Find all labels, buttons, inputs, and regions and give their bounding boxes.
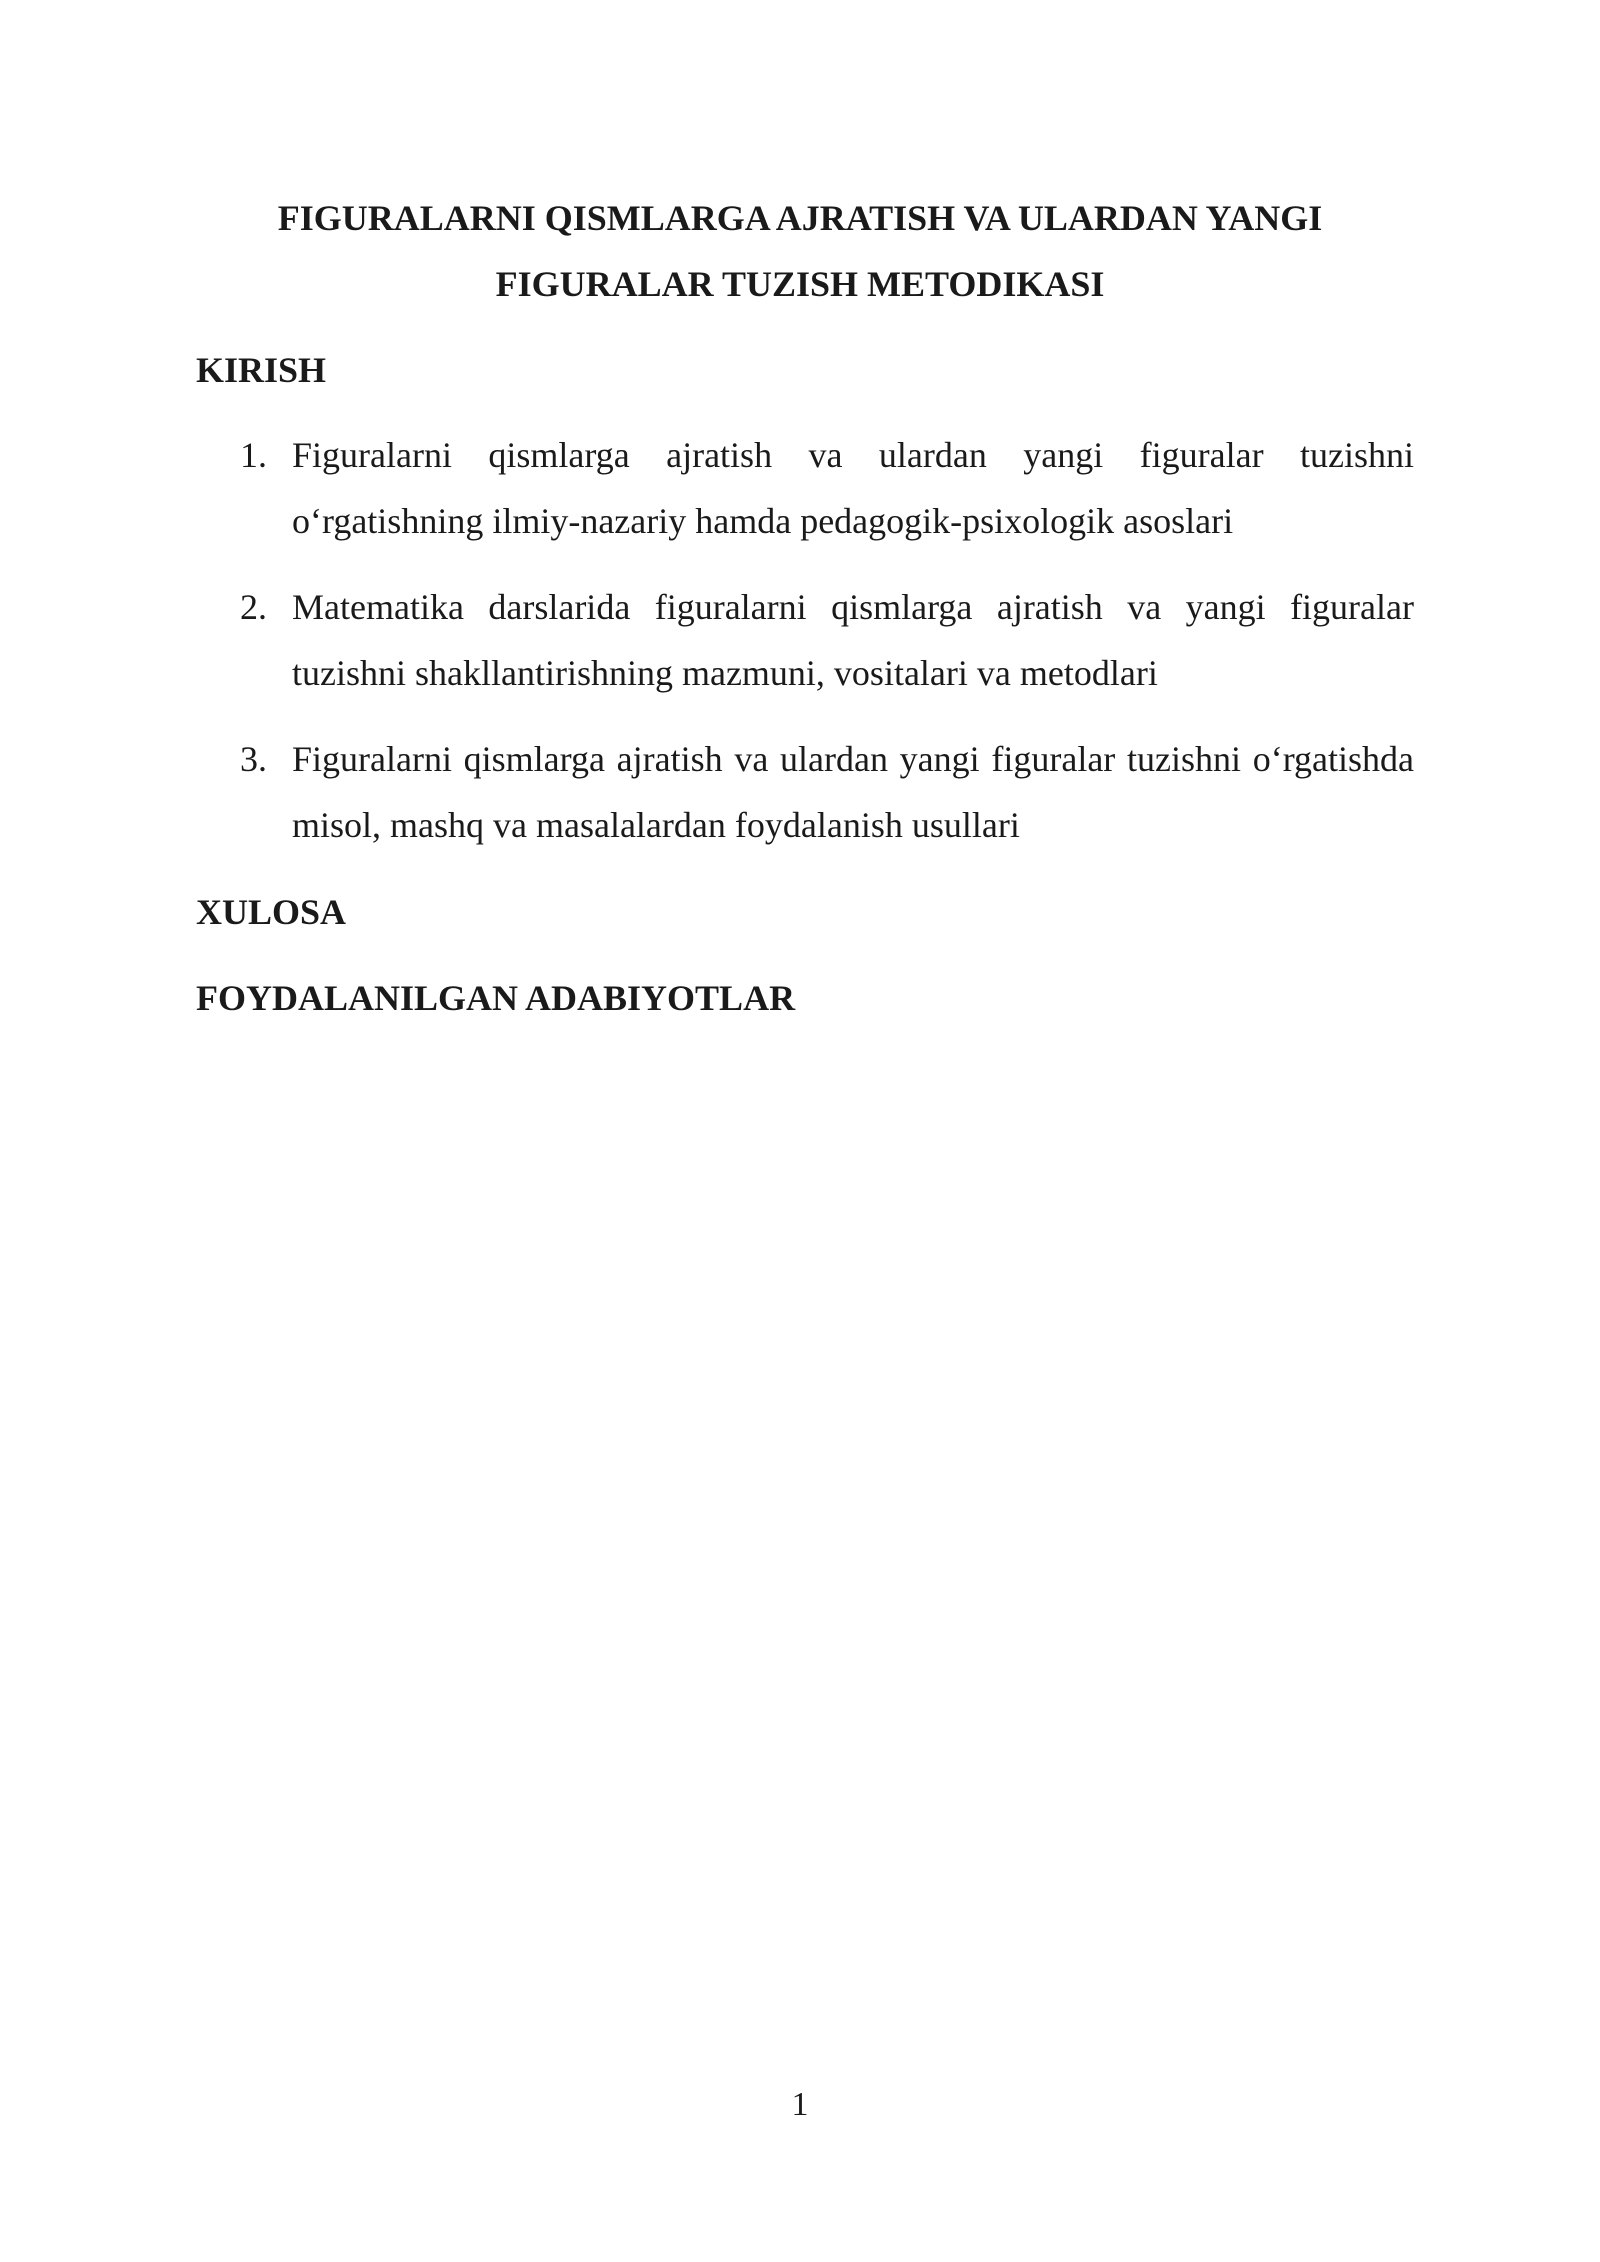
list-item-number: 1.: [240, 435, 267, 475]
conclusion-heading: XULOSA: [196, 892, 347, 932]
list-item-text: Figuralarni qismlarga ajratish va ulardan yangi figuralar tuzishni o‘rgatishda misol, mashq va masalalardan foydalanish usullari: [292, 739, 1414, 845]
list-item: [196, 422, 1414, 554]
list-item-text: Matematika darslarida figuralarni qismlarga ajratish va yangi figuralar tuzishni shakllantirishning mazmuni, vositalari va metodlari: [292, 587, 1414, 693]
list-item-number: 3.: [240, 739, 267, 779]
list-item-number: 2.: [240, 587, 267, 627]
list-item: [196, 574, 1414, 706]
title-line-2: FIGURALAR TUZISH METODIKASI: [495, 264, 1105, 304]
title-line-1: FIGURALARNI QISMLARGA AJRATISH VA ULARDAN YANGI: [277, 198, 1323, 238]
list-item: [196, 726, 1414, 858]
intro-heading: KIRISH: [196, 350, 327, 390]
list-item-text: Figuralarni qismlarga ajratish va ulardan yangi figuralar tuzishni o‘rgatishning ilmiy-nazariy hamda pedagogik-psixologik asoslari: [292, 435, 1414, 541]
page-number: 1: [791, 2086, 809, 2123]
references-heading: FOYDALANILGAN ADABIYOTLAR: [196, 978, 796, 1018]
